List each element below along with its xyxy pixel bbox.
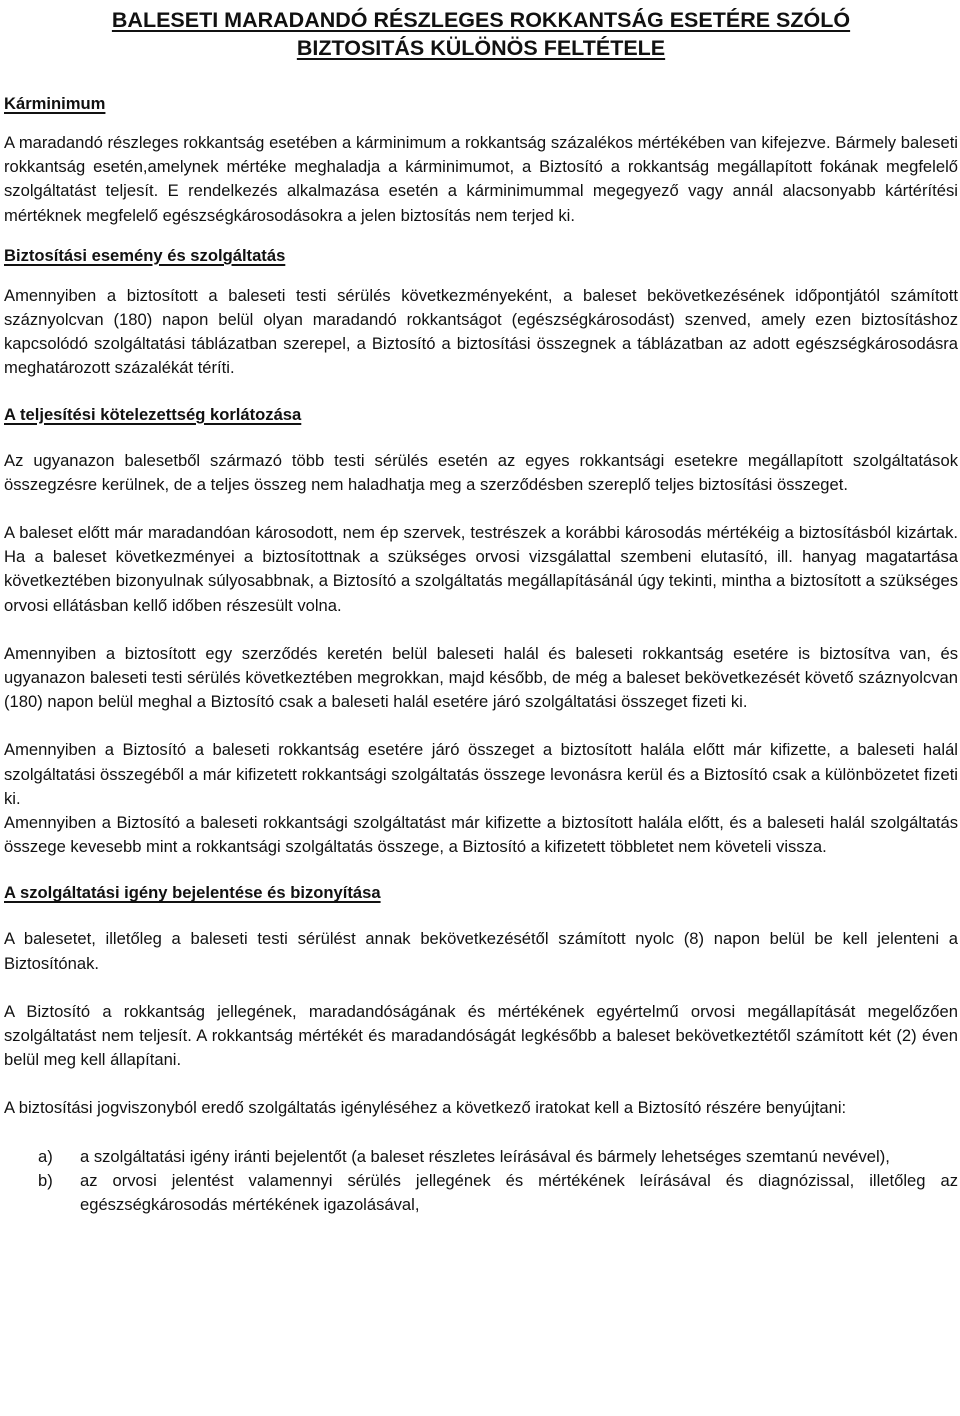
paragraph-korlatozas-1: Az ugyanazon balesetből származó több testi sérülés esetén az egyes rokkantsági esetekre megállapított szolgáltatások összegzésre kerülnek, de a teljes összeg nem haladhatja meg a szerződésben szereplő teljes biztosítási összeget.: [4, 450, 958, 494]
paragraph-bejelentes-1: A balesetet, illetőleg a baleseti testi sérülést annak bekövetkezésétől számított nyolc (8) napon belül be kell jelenteni a Biztosítónak.: [4, 929, 958, 973]
heading-biztositasi-esemeny: Biztosítási esemény és szolgáltatás: [4, 245, 286, 265]
title-line-2: BIZTOSITÁS KÜLÖNÖS FELTÉTELE: [296, 36, 666, 60]
title-line-1: BALESETI MARADANDÓ RÉSZLEGES ROKKANTSÁG ESETÉRE SZÓLÓ: [111, 8, 851, 32]
paragraph-esemeny: Amennyiben a biztosított a baleseti testi sérülés következményeként, a baleset bekövetkezésének időpontjától számított száznyolcvan (180) napon belül olyan maradandó rokkantságot (egészségkárosodást) szenved, amely ezen biztosításhoz kapcsolódó szolgáltatási táblázatban szerepel, a Biztosító a biztosítási összegnek a táblázatban az adott egészségkárosodásra meghatározott százalékát téríti.: [4, 285, 958, 378]
paragraph-korlatozas-5: Amennyiben a Biztosító a baleseti rokkantsági szolgáltatást már kifizette a biztosított halála előtt, és a baleseti halál szolgáltatás összege kevesebb mint a rokkantsági szolgáltatás összege, a Biztosító a kifizetett többletet nem követeli vissza.: [4, 813, 958, 857]
list-item-marker: b): [38, 1170, 53, 1190]
document-title: [4, 6, 958, 62]
paragraph-korlatozas-3: Amennyiben a biztosított egy szerződés keretén belül baleseti halál és baleseti rokkantság esetére is biztosítva van, és ugyanazon baleseti testi sérülés következtében megrokkan, majd később, de még a baleset bekövetkezését követő száznyolcvan (180) napon belül meghal a Biztosító csak a baleseti halál esetére járó szolgáltatási összeget fizeti ki.: [4, 643, 958, 712]
paragraph-korlatozas-4: Amennyiben a Biztosító a baleseti rokkantság esetére járó összeget a biztosított halála előtt már kifizette, a baleseti halál szolgáltatási összegéből a már kifizetett rokkantsági szolgáltatás összege levonásra kerül és a Biztosító csak a különbözetet fizeti ki.: [4, 740, 958, 808]
paragraph-korlatozas-2: A baleset előtt már maradandóan károsodott, nem ép szervek, testrészek a korábbi károsodás mértékéig a biztosításból kizártak. Ha a baleset következményei a biztosítottnak a szükséges orvosi vizsgálattal szembeni elutasító, ill. hanyag magatartása következtében bizonyulnak súlyosabbnak, a Biztosító a szolgáltatás megállapításánál úgy tekinti, mintha a biztosított a szükséges orvosi ellátásban kellő időben részesült volna.: [4, 523, 958, 615]
list-item: [4, 1145, 958, 1169]
list-item: [4, 1169, 958, 1217]
required-documents-list: [4, 1145, 958, 1218]
paragraph-karminimum: A maradandó részleges rokkantság esetében a kárminimum a rokkantság százalékos mértékében van kifejezve. Bármely baleseti rokkantság esetén,amelynek mértéke meghaladja a kárminimumot, a Biztosító a rokkantság megállapított fokának megfelelő szolgáltatást teljesít. E rendelkezés alkalmazása esetén a kárminimummal megegyező vagy annál alacsonyabb kártérítési mértéknek megfelelő egészségkárosodásokra a jelen biztosítás nem terjed ki.: [4, 133, 958, 225]
document-page: [4, 0, 958, 1217]
list-item-text: a szolgáltatási igény iránti bejelentőt (a baleset részletes leírásával és bármely lehetséges szemtanú nevével),: [80, 1146, 890, 1166]
list-item-text: az orvosi jelentést valamennyi sérülés jellegének és mértékének leírásával és diagnózissal, illetőleg az egészségkárosodás mértékének igazolásával,: [80, 1170, 958, 1215]
paragraph-bejelentes-3: A biztosítási jogviszonyból eredő szolgáltatás igényléséhez a következő iratokat kell a Biztosító részére benyújtani:: [4, 1098, 847, 1118]
heading-karminimum: Kárminimum: [4, 94, 106, 113]
paragraph-bejelentes-2: A Biztosító a rokkantság jellegének, maradandóságának és mértékének egyértelmű orvosi megállapítását megelőzően szolgáltatást nem teljesít. A rokkantság mértékét és maradandóságát legkésőbb a baleset bekövetkeztétől számított két (2) éven belül meg kell állapítani.: [4, 1001, 958, 1070]
heading-bejelentes: A szolgáltatási igény bejelentése és bizonyítása: [4, 883, 381, 903]
heading-korlatozas: A teljesítési kötelezettség korlátozása: [4, 404, 302, 424]
list-item-marker: a): [38, 1146, 53, 1166]
